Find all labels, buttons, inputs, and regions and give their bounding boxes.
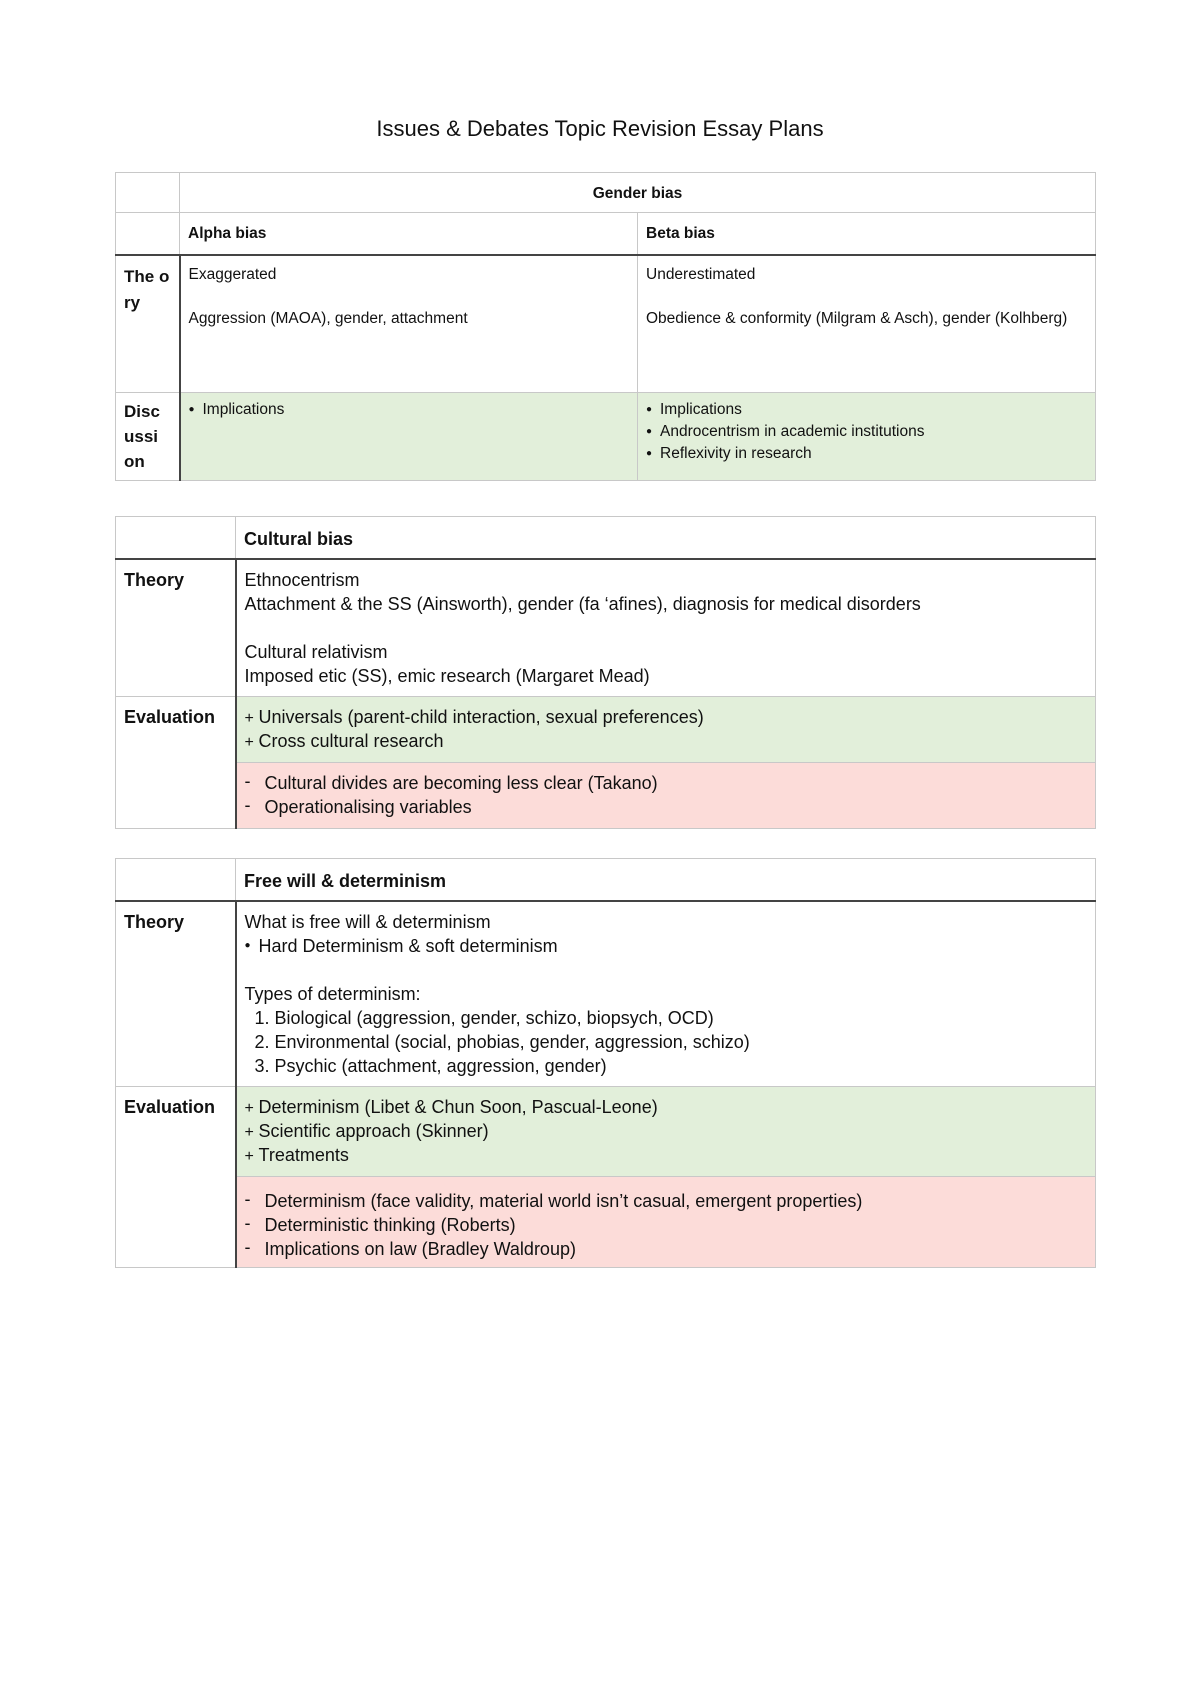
list-item: - Determinism (face validity, material world isn’t casual, emergent properties) [245,1189,1088,1213]
cultural-theory-cell [236,559,1096,697]
cultural-positives-cell [236,697,1096,763]
empty-cell [116,859,236,901]
list-item: ● Androcentrism in academic institutions [646,421,1087,443]
alpha-theory-line-2: Aggression (MAOA), gender, attachment [188,309,468,327]
list-item: ● Reflexivity in research [646,443,1087,465]
cultural-bias-table [115,516,1096,829]
freewill-negatives-cell [236,1177,1096,1268]
cultural-theory-line-4: Imposed etic (SS), emic research (Margaret Mead) [244,665,650,686]
discussion-row-label [116,393,180,481]
list-item: - Cultural divides are becoming less clear (Takano) [245,771,1088,795]
cultural-bias-heading: Cultural bias [236,517,1096,559]
alpha-theory-cell [180,255,638,393]
beta-theory-line-2: Obedience & conformity (Milgram & Asch), gender (Kolhberg) [646,309,1068,327]
discussion-label-text: Disc ussi on [124,402,160,471]
beta-theory-cell [638,255,1096,393]
empty-cell [116,213,180,255]
cultural-negatives-cell [236,763,1096,829]
list-item: + Universals (parent-child interaction, sexual preferences) [245,705,1088,729]
list-item: 1. Biological (aggression, gender, schizo, biopsych, OCD) [275,1006,1088,1030]
list-item: + Cross cultural research [245,729,1088,753]
gender-bias-table [115,172,1096,481]
alpha-theory-line-1: Exaggerated [188,265,277,283]
gender-bias-heading: Gender bias [180,173,1096,213]
empty-cell [116,173,180,213]
page-title: Issues & Debates Topic Revision Essay Plans [376,116,824,141]
freewill-theory-cell [236,901,1096,1087]
cultural-theory-line-3: Cultural relativism [244,641,388,662]
free-will-heading: Free will & determinism [236,859,1096,901]
empty-cell [116,517,236,559]
list-item: + Scientific approach (Skinner) [245,1119,1088,1143]
list-item: - Implications on law (Bradley Waldroup) [245,1237,1088,1261]
list-item: + Treatments [245,1143,1088,1167]
evaluation-row-label: Evaluation [116,1087,236,1268]
evaluation-row-label: Evaluation [116,697,236,829]
list-item: ● Implications [646,399,1087,421]
theory-row-label [116,255,180,393]
list-item: + Determinism (Libet & Chun Soon, Pascual-Leone) [245,1095,1088,1119]
theory-label-text: The ory [124,266,170,312]
cultural-theory-line-1: Ethnocentrism [244,569,360,590]
alpha-discussion-cell [180,393,638,481]
beta-theory-line-1: Underestimated [646,265,756,283]
theory-row-label: Theory [116,559,236,697]
list-item: - Operationalising variables [245,795,1088,819]
beta-discussion-cell [638,393,1096,481]
alpha-bias-label: Alpha bias [180,213,638,255]
theory-row-label: Theory [116,901,236,1087]
types-label: Types of determinism: [244,983,421,1004]
freewill-positives-cell [236,1087,1096,1177]
beta-bias-label: Beta bias [638,213,1096,255]
list-item: ● Hard Determinism & soft determinism [245,934,1088,958]
cultural-theory-line-2: Attachment & the SS (Ainsworth), gender (fa ‘afines), diagnosis for medical disorders [244,593,921,614]
free-will-table [115,858,1096,1268]
list-item: - Deterministic thinking (Roberts) [245,1213,1088,1237]
list-item: 3. Psychic (attachment, aggression, gender) [275,1054,1088,1078]
freewill-theory-line-1: What is free will & determinism [244,911,491,932]
list-item: 2. Environmental (social, phobias, gender, aggression, schizo) [275,1030,1088,1054]
list-item: ● Implications [189,399,630,421]
